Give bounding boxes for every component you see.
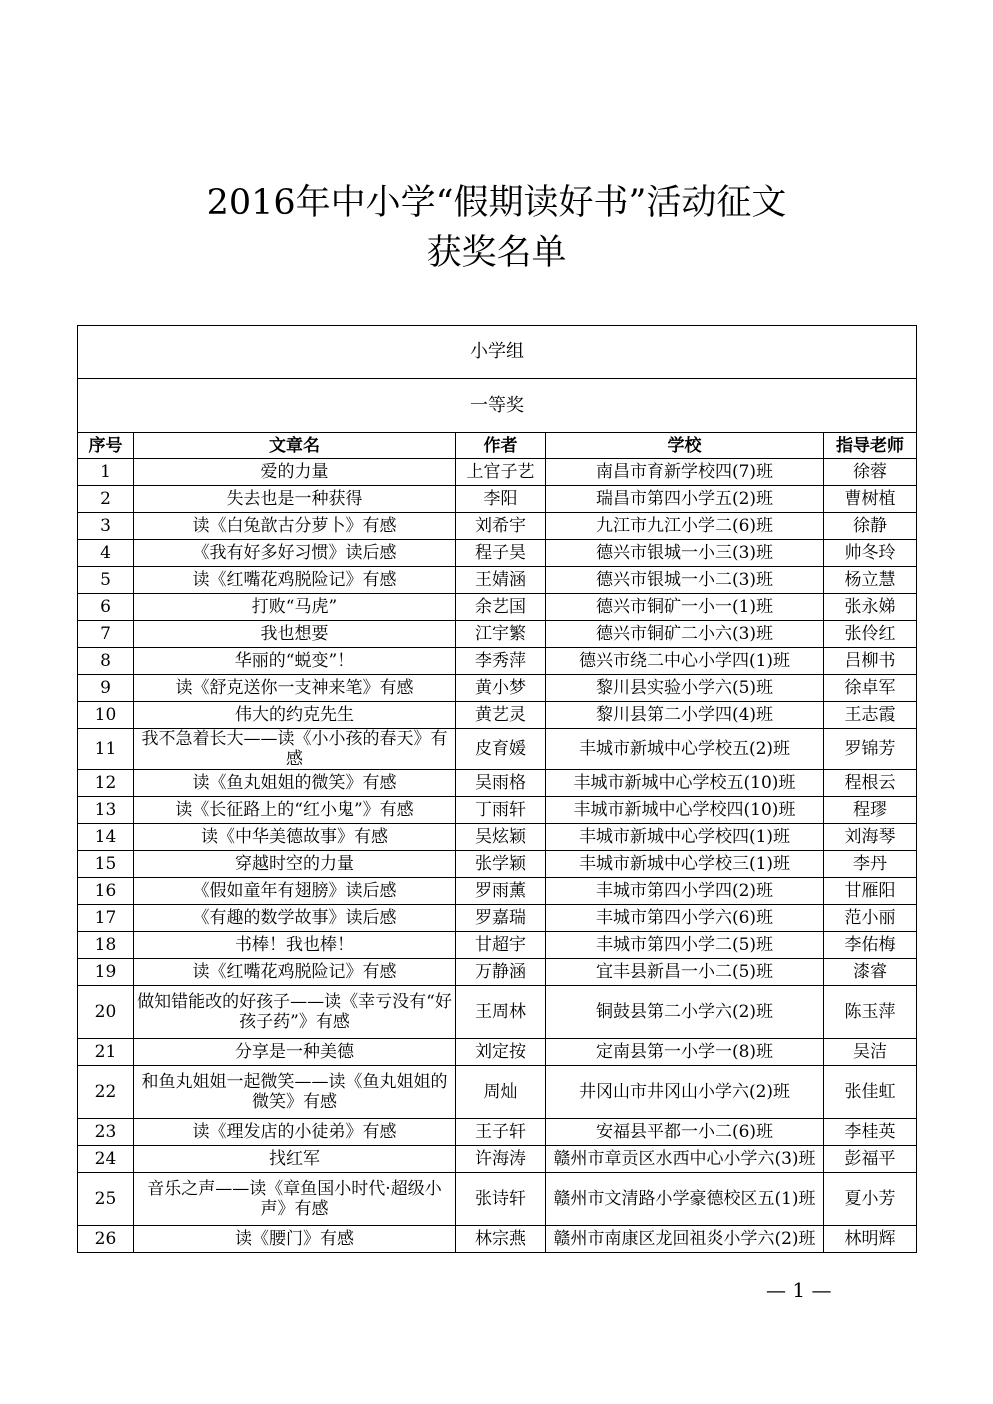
cell-no: 9 xyxy=(78,675,134,702)
table-row xyxy=(78,1226,917,1253)
table-row xyxy=(78,459,917,486)
cell-title: 做知错能改的好孩子——读《幸亏没有“好孩子药”》有感 xyxy=(134,986,456,1039)
cell-school: 丰城市新城中心学校三(1)班 xyxy=(546,851,824,878)
cell-teacher: 杨立慧 xyxy=(824,567,917,594)
cell-teacher: 吴洁 xyxy=(824,1039,917,1066)
cell-no: 25 xyxy=(78,1173,134,1226)
table-row xyxy=(78,675,917,702)
cell-school: 丰城市新城中心学校四(1)班 xyxy=(546,824,824,851)
cell-author: 周灿 xyxy=(456,1066,546,1119)
cell-no: 21 xyxy=(78,1039,134,1066)
table-row xyxy=(78,1066,917,1119)
cell-teacher: 徐卓军 xyxy=(824,675,917,702)
cell-teacher: 罗锦芳 xyxy=(824,729,917,770)
cell-teacher: 程根云 xyxy=(824,770,917,797)
cell-no: 13 xyxy=(78,797,134,824)
cell-school: 瑞昌市第四小学五(2)班 xyxy=(546,486,824,513)
cell-teacher: 张伶红 xyxy=(824,621,917,648)
table-row xyxy=(78,1173,917,1226)
cell-teacher: 夏小芳 xyxy=(824,1173,917,1226)
cell-title: 读《腰门》有感 xyxy=(134,1226,456,1253)
cell-author: 黄小梦 xyxy=(456,675,546,702)
cell-author: 张学颖 xyxy=(456,851,546,878)
cell-teacher: 徐静 xyxy=(824,513,917,540)
cell-title: 书棒！我也棒！ xyxy=(134,932,456,959)
cell-title: 读《舒克送你一支神来笔》有感 xyxy=(134,675,456,702)
cell-no: 4 xyxy=(78,540,134,567)
cell-title: 打败“马虎” xyxy=(134,594,456,621)
cell-title: 分享是一种美德 xyxy=(134,1039,456,1066)
header-school: 学校 xyxy=(546,433,824,459)
cell-title: 读《白兔歆古分萝卜》有感 xyxy=(134,513,456,540)
cell-school: 丰城市新城中心学校五(10)班 xyxy=(546,770,824,797)
cell-title: 穿越时空的力量 xyxy=(134,851,456,878)
cell-school: 丰城市新城中心学校五(2)班 xyxy=(546,729,824,770)
cell-school: 九江市九江小学二(6)班 xyxy=(546,513,824,540)
cell-author: 吴雨格 xyxy=(456,770,546,797)
cell-title: 我不急着长大——读《小小孩的春天》有感 xyxy=(134,729,456,770)
cell-teacher: 李佑梅 xyxy=(824,932,917,959)
cell-author: 王子轩 xyxy=(456,1119,546,1146)
cell-school: 赣州市文清路小学豪德校区五(1)班 xyxy=(546,1173,824,1226)
cell-teacher: 张佳虹 xyxy=(824,1066,917,1119)
table-row xyxy=(78,905,917,932)
cell-school: 德兴市绕二中心小学四(1)班 xyxy=(546,648,824,675)
table-row xyxy=(78,702,917,729)
cell-no: 10 xyxy=(78,702,134,729)
header-author: 作者 xyxy=(456,433,546,459)
document-subtitle: 获奖名单 xyxy=(426,233,567,273)
cell-author: 李阳 xyxy=(456,486,546,513)
cell-no: 18 xyxy=(78,932,134,959)
document-title: 2016年中小学“假期读好书”活动征文 xyxy=(206,183,787,223)
group-label: 小学组 xyxy=(78,326,917,379)
cell-no: 24 xyxy=(78,1146,134,1173)
cell-title: 音乐之声——读《章鱼国小时代·超级小声》有感 xyxy=(134,1173,456,1226)
cell-no: 6 xyxy=(78,594,134,621)
cell-teacher: 刘海琴 xyxy=(824,824,917,851)
cell-no: 12 xyxy=(78,770,134,797)
cell-school: 铜鼓县第二小学六(2)班 xyxy=(546,986,824,1039)
table-row xyxy=(78,797,917,824)
cell-title: 读《鱼丸姐姐的微笑》有感 xyxy=(134,770,456,797)
column-header-row xyxy=(78,433,917,459)
cell-title: 《我有好多好习惯》读后感 xyxy=(134,540,456,567)
cell-author: 王婧涵 xyxy=(456,567,546,594)
cell-school: 井冈山市井冈山小学六(2)班 xyxy=(546,1066,824,1119)
cell-teacher: 张永娣 xyxy=(824,594,917,621)
table-row xyxy=(78,1146,917,1173)
table-row xyxy=(78,567,917,594)
cell-author: 万静涵 xyxy=(456,959,546,986)
cell-school: 南昌市育新学校四(7)班 xyxy=(546,459,824,486)
cell-teacher: 李桂英 xyxy=(824,1119,917,1146)
cell-no: 1 xyxy=(78,459,134,486)
cell-teacher: 李丹 xyxy=(824,851,917,878)
table-row xyxy=(78,594,917,621)
cell-author: 黄艺灵 xyxy=(456,702,546,729)
cell-no: 11 xyxy=(78,729,134,770)
cell-no: 22 xyxy=(78,1066,134,1119)
group-header-row xyxy=(78,326,917,379)
table-row xyxy=(78,824,917,851)
cell-school: 赣州市南康区龙回祖炎小学六(2)班 xyxy=(546,1226,824,1253)
cell-title: 《有趣的数学故事》读后感 xyxy=(134,905,456,932)
cell-school: 丰城市第四小学六(6)班 xyxy=(546,905,824,932)
cell-no: 7 xyxy=(78,621,134,648)
cell-teacher: 程璆 xyxy=(824,797,917,824)
table-row xyxy=(78,486,917,513)
cell-author: 罗嘉瑞 xyxy=(456,905,546,932)
cell-school: 黎川县第二小学四(4)班 xyxy=(546,702,824,729)
cell-school: 黎川县实验小学六(5)班 xyxy=(546,675,824,702)
cell-author: 许海涛 xyxy=(456,1146,546,1173)
cell-title: 爱的力量 xyxy=(134,459,456,486)
table-row xyxy=(78,878,917,905)
cell-school: 德兴市铜矿二小六(3)班 xyxy=(546,621,824,648)
cell-author: 刘希宇 xyxy=(456,513,546,540)
cell-no: 8 xyxy=(78,648,134,675)
cell-school: 定南县第一小学一(8)班 xyxy=(546,1039,824,1066)
table-row xyxy=(78,1039,917,1066)
table-row xyxy=(78,729,917,770)
cell-title: 失去也是一种获得 xyxy=(134,486,456,513)
cell-author: 皮育媛 xyxy=(456,729,546,770)
cell-author: 甘超宇 xyxy=(456,932,546,959)
table-row xyxy=(78,932,917,959)
cell-no: 16 xyxy=(78,878,134,905)
table-row xyxy=(78,770,917,797)
cell-title: 读《中华美德故事》有感 xyxy=(134,824,456,851)
cell-no: 15 xyxy=(78,851,134,878)
cell-author: 刘定按 xyxy=(456,1039,546,1066)
table-row xyxy=(78,540,917,567)
cell-title: 读《长征路上的“红小鬼”》有感 xyxy=(134,797,456,824)
cell-no: 2 xyxy=(78,486,134,513)
cell-no: 20 xyxy=(78,986,134,1039)
cell-title: 华丽的“蜕变”！ xyxy=(134,648,456,675)
table-row xyxy=(78,1119,917,1146)
cell-title: 和鱼丸姐姐一起微笑——读《鱼丸姐姐的微笑》有感 xyxy=(134,1066,456,1119)
cell-school: 丰城市第四小学二(5)班 xyxy=(546,932,824,959)
cell-teacher: 陈玉萍 xyxy=(824,986,917,1039)
cell-author: 王周林 xyxy=(456,986,546,1039)
cell-school: 宜丰县新昌一小二(5)班 xyxy=(546,959,824,986)
cell-school: 丰城市第四小学四(2)班 xyxy=(546,878,824,905)
prize-header-row xyxy=(78,379,917,433)
cell-teacher: 帅冬玲 xyxy=(824,540,917,567)
cell-no: 23 xyxy=(78,1119,134,1146)
cell-teacher: 彭福平 xyxy=(824,1146,917,1173)
cell-author: 李秀萍 xyxy=(456,648,546,675)
cell-author: 江宇繁 xyxy=(456,621,546,648)
cell-teacher: 甘雁阳 xyxy=(824,878,917,905)
cell-no: 17 xyxy=(78,905,134,932)
cell-no: 3 xyxy=(78,513,134,540)
cell-teacher: 范小丽 xyxy=(824,905,917,932)
cell-author: 丁雨轩 xyxy=(456,797,546,824)
cell-author: 罗雨薰 xyxy=(456,878,546,905)
prize-label: 一等奖 xyxy=(78,379,917,433)
award-table xyxy=(77,325,917,1253)
cell-school: 安福县平都一小二(6)班 xyxy=(546,1119,824,1146)
cell-title: 读《红嘴花鸡脱险记》有感 xyxy=(134,567,456,594)
cell-author: 林宗燕 xyxy=(456,1226,546,1253)
cell-school: 德兴市银城一小三(3)班 xyxy=(546,540,824,567)
cell-no: 26 xyxy=(78,1226,134,1253)
header-teacher: 指导老师 xyxy=(824,433,917,459)
cell-school: 赣州市章贡区水西中心小学六(3)班 xyxy=(546,1146,824,1173)
cell-school: 德兴市银城一小二(3)班 xyxy=(546,567,824,594)
cell-school: 丰城市新城中心学校四(10)班 xyxy=(546,797,824,824)
cell-title: 伟大的约克先生 xyxy=(134,702,456,729)
cell-teacher: 徐蓉 xyxy=(824,459,917,486)
cell-teacher: 林明辉 xyxy=(824,1226,917,1253)
cell-title: 读《红嘴花鸡脱险记》有感 xyxy=(134,959,456,986)
table-row xyxy=(78,986,917,1039)
table-row xyxy=(78,851,917,878)
cell-title: 读《理发店的小徒弟》有感 xyxy=(134,1119,456,1146)
cell-title: 我也想要 xyxy=(134,621,456,648)
cell-author: 吴炫颖 xyxy=(456,824,546,851)
table-row xyxy=(78,648,917,675)
cell-no: 5 xyxy=(78,567,134,594)
table-row xyxy=(78,513,917,540)
cell-title: 《假如童年有翅膀》读后感 xyxy=(134,878,456,905)
cell-teacher: 曹树植 xyxy=(824,486,917,513)
cell-author: 程子昊 xyxy=(456,540,546,567)
table-row xyxy=(78,959,917,986)
cell-teacher: 漆睿 xyxy=(824,959,917,986)
cell-author: 余艺国 xyxy=(456,594,546,621)
cell-no: 19 xyxy=(78,959,134,986)
cell-author: 张诗轩 xyxy=(456,1173,546,1226)
header-no: 序号 xyxy=(78,433,134,459)
cell-author: 上官子艺 xyxy=(456,459,546,486)
cell-no: 14 xyxy=(78,824,134,851)
cell-teacher: 吕柳书 xyxy=(824,648,917,675)
page-number: — 1 — xyxy=(766,1278,832,1302)
cell-teacher: 王志霞 xyxy=(824,702,917,729)
header-title: 文章名 xyxy=(134,433,456,459)
cell-school: 德兴市铜矿一小一(1)班 xyxy=(546,594,824,621)
cell-title: 找红军 xyxy=(134,1146,456,1173)
table-row xyxy=(78,621,917,648)
